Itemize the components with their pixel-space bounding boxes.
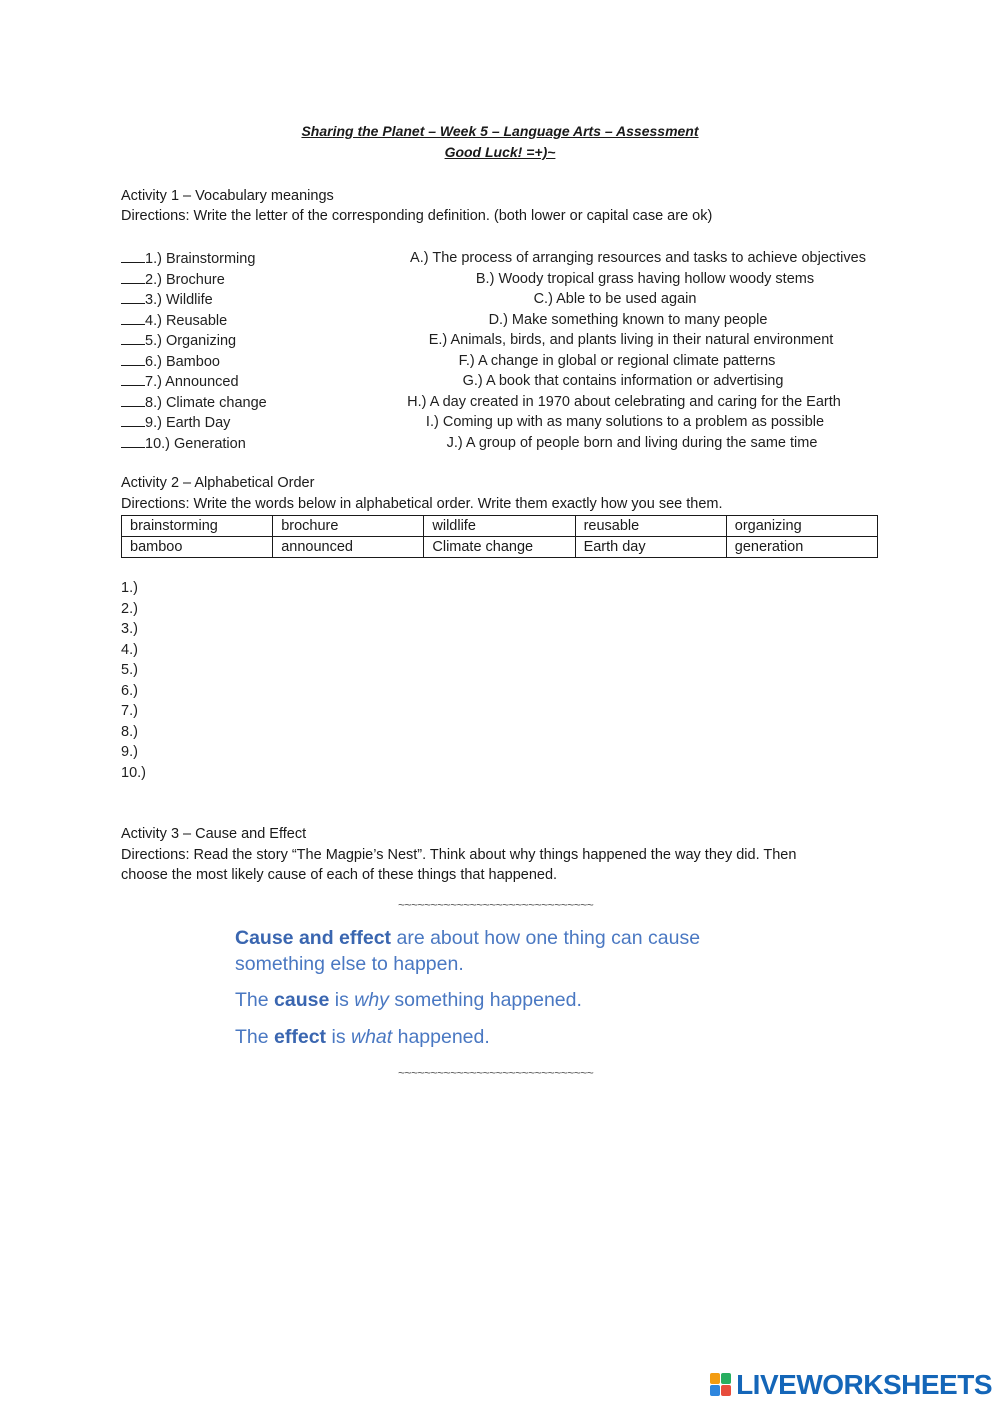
word-cell: brochure — [273, 516, 424, 537]
vocab-item — [121, 312, 227, 329]
answer-blank[interactable] — [121, 271, 145, 284]
answer-blank[interactable] — [121, 394, 145, 407]
activity2-heading: Activity 2 – Alphabetical Order — [121, 475, 315, 491]
word-cell: wildlife — [424, 516, 575, 537]
word-table — [121, 515, 878, 558]
vocab-item — [121, 373, 239, 390]
vocab-item — [121, 332, 236, 349]
word-cell: organizing — [726, 516, 877, 537]
definition-item: E.) Animals, birds, and plants living in their natural environment — [428, 332, 834, 348]
answer-number: 8.) — [121, 723, 138, 740]
word-cell: Climate change — [424, 537, 575, 558]
vocab-term: 5.) Organizing — [145, 333, 237, 349]
vocab-term: 4.) Reusable — [145, 312, 228, 329]
definition-item: H.) A day created in 1970 about celebrating and caring for the Earth — [407, 393, 841, 410]
definition-item: J.) A group of people born and living during the same time — [446, 434, 818, 451]
effect-line-mid: is — [326, 1026, 351, 1048]
answer-blank[interactable] — [121, 250, 145, 263]
answer-blank[interactable] — [121, 291, 145, 304]
vocab-item — [121, 435, 246, 452]
vocab-term: 1.) Brainstorming — [145, 251, 256, 267]
answer-number: 4.) — [121, 641, 138, 658]
separator-top: ~~~~~~~~~~~~~~~~~~~~~~~~~~~~~~ — [398, 898, 594, 912]
definition-item: I.) Coming up with as many solutions to a problem as possible — [425, 414, 825, 430]
cause-line-pre: The — [235, 989, 275, 1011]
vocab-term: 8.) Climate change — [145, 394, 267, 411]
definition-item: G.) A book that contains information or advertising — [462, 373, 784, 389]
liveworksheets-logo-icon — [710, 1373, 732, 1397]
definition-item: B.) Woody tropical grass having hollow woody stems — [475, 270, 815, 287]
separator-bottom: ~~~~~~~~~~~~~~~~~~~~~~~~~~~~~~ — [398, 1066, 594, 1080]
answer-number: 2.) — [121, 600, 138, 617]
cause-effect-line1-rest: are about how one thing can cause — [391, 927, 701, 949]
cause-line-post: something happened. — [388, 989, 582, 1011]
table-row — [122, 516, 878, 537]
table-row — [122, 537, 878, 558]
vocab-term: 3.) Wildlife — [145, 292, 213, 308]
vocab-term: 6.) Bamboo — [145, 353, 220, 370]
word-cell: generation — [726, 537, 877, 558]
answer-number: 1.) — [121, 580, 138, 596]
cause-effect-line1 — [235, 927, 700, 950]
answer-blank[interactable] — [121, 332, 145, 345]
cause-effect-term: Cause and effect — [235, 927, 392, 949]
effect-line-post: happened. — [392, 1026, 490, 1048]
vocab-item — [121, 271, 225, 288]
answer-number: 5.) — [121, 662, 138, 678]
answer-blank[interactable] — [121, 312, 145, 325]
cause-effect-line2: something else to happen. — [235, 953, 464, 975]
activity1-heading: Activity 1 – Vocabulary meanings — [121, 188, 334, 204]
answer-blank[interactable] — [121, 373, 145, 386]
vocab-item — [121, 250, 255, 267]
vocab-term: 9.) Earth Day — [145, 415, 231, 431]
definition-item: A.) The process of arranging resources and tasks to achieve objectives — [410, 250, 866, 266]
cause-definition-line — [235, 989, 582, 1012]
definition-item: F.) A change in global or regional climate patterns — [458, 352, 776, 369]
word-cell: announced — [273, 537, 424, 558]
cause-term: cause — [274, 989, 330, 1011]
definition-item: C.) Able to be used again — [533, 291, 697, 307]
word-cell: reusable — [575, 516, 726, 537]
definition-item: D.) Make something known to many people — [488, 311, 768, 328]
liveworksheets-logo-text: LIVEWORKSHEETS — [736, 1369, 992, 1400]
effect-definition-line — [235, 1026, 490, 1049]
liveworksheets-logo — [710, 1365, 992, 1405]
answer-number: 10.) — [121, 764, 146, 781]
worksheet-title: Sharing the Planet – Week 5 – Language Arts – Assessment — [301, 123, 699, 139]
vocab-term: 7.) Announced — [145, 374, 239, 390]
activity3-directions-line1: Directions: Read the story “The Magpie’s Nest”. Think about why things happened the way they did. Then — [121, 847, 797, 863]
activity1-directions: Directions: Write the letter of the corresponding definition. (both lower or capital case are ok) — [121, 208, 713, 224]
vocab-term: 2.) Brochure — [145, 271, 225, 288]
activity3-heading: Activity 3 – Cause and Effect — [121, 826, 307, 842]
effect-line-pre: The — [235, 1026, 275, 1048]
answer-blank[interactable] — [121, 353, 145, 366]
activity2-directions: Directions: Write the words below in alphabetical order. Write them exactly how you see them. — [121, 496, 723, 512]
vocab-item — [121, 353, 220, 370]
answer-number: 7.) — [121, 703, 138, 719]
word-cell: bamboo — [122, 537, 273, 558]
vocab-item — [121, 291, 213, 308]
cause-why: why — [354, 989, 389, 1011]
answer-number: 6.) — [121, 682, 138, 699]
answer-blank[interactable] — [121, 414, 145, 427]
word-cell: brainstorming — [122, 516, 273, 537]
effect-what: what — [350, 1026, 393, 1048]
effect-term: effect — [274, 1026, 327, 1048]
worksheet-subtitle: Good Luck! =+)~ — [444, 144, 556, 160]
vocab-term: 10.) Generation — [145, 435, 246, 452]
answer-number: 9.) — [121, 744, 138, 760]
cause-line-mid: is — [329, 989, 355, 1011]
vocab-item — [121, 414, 230, 431]
answer-blank[interactable] — [121, 435, 145, 448]
vocab-item — [121, 394, 267, 411]
word-cell: Earth day — [575, 537, 726, 558]
answer-number: 3.) — [121, 621, 138, 637]
activity3-directions-line2: choose the most likely cause of each of these things that happened. — [121, 867, 558, 883]
